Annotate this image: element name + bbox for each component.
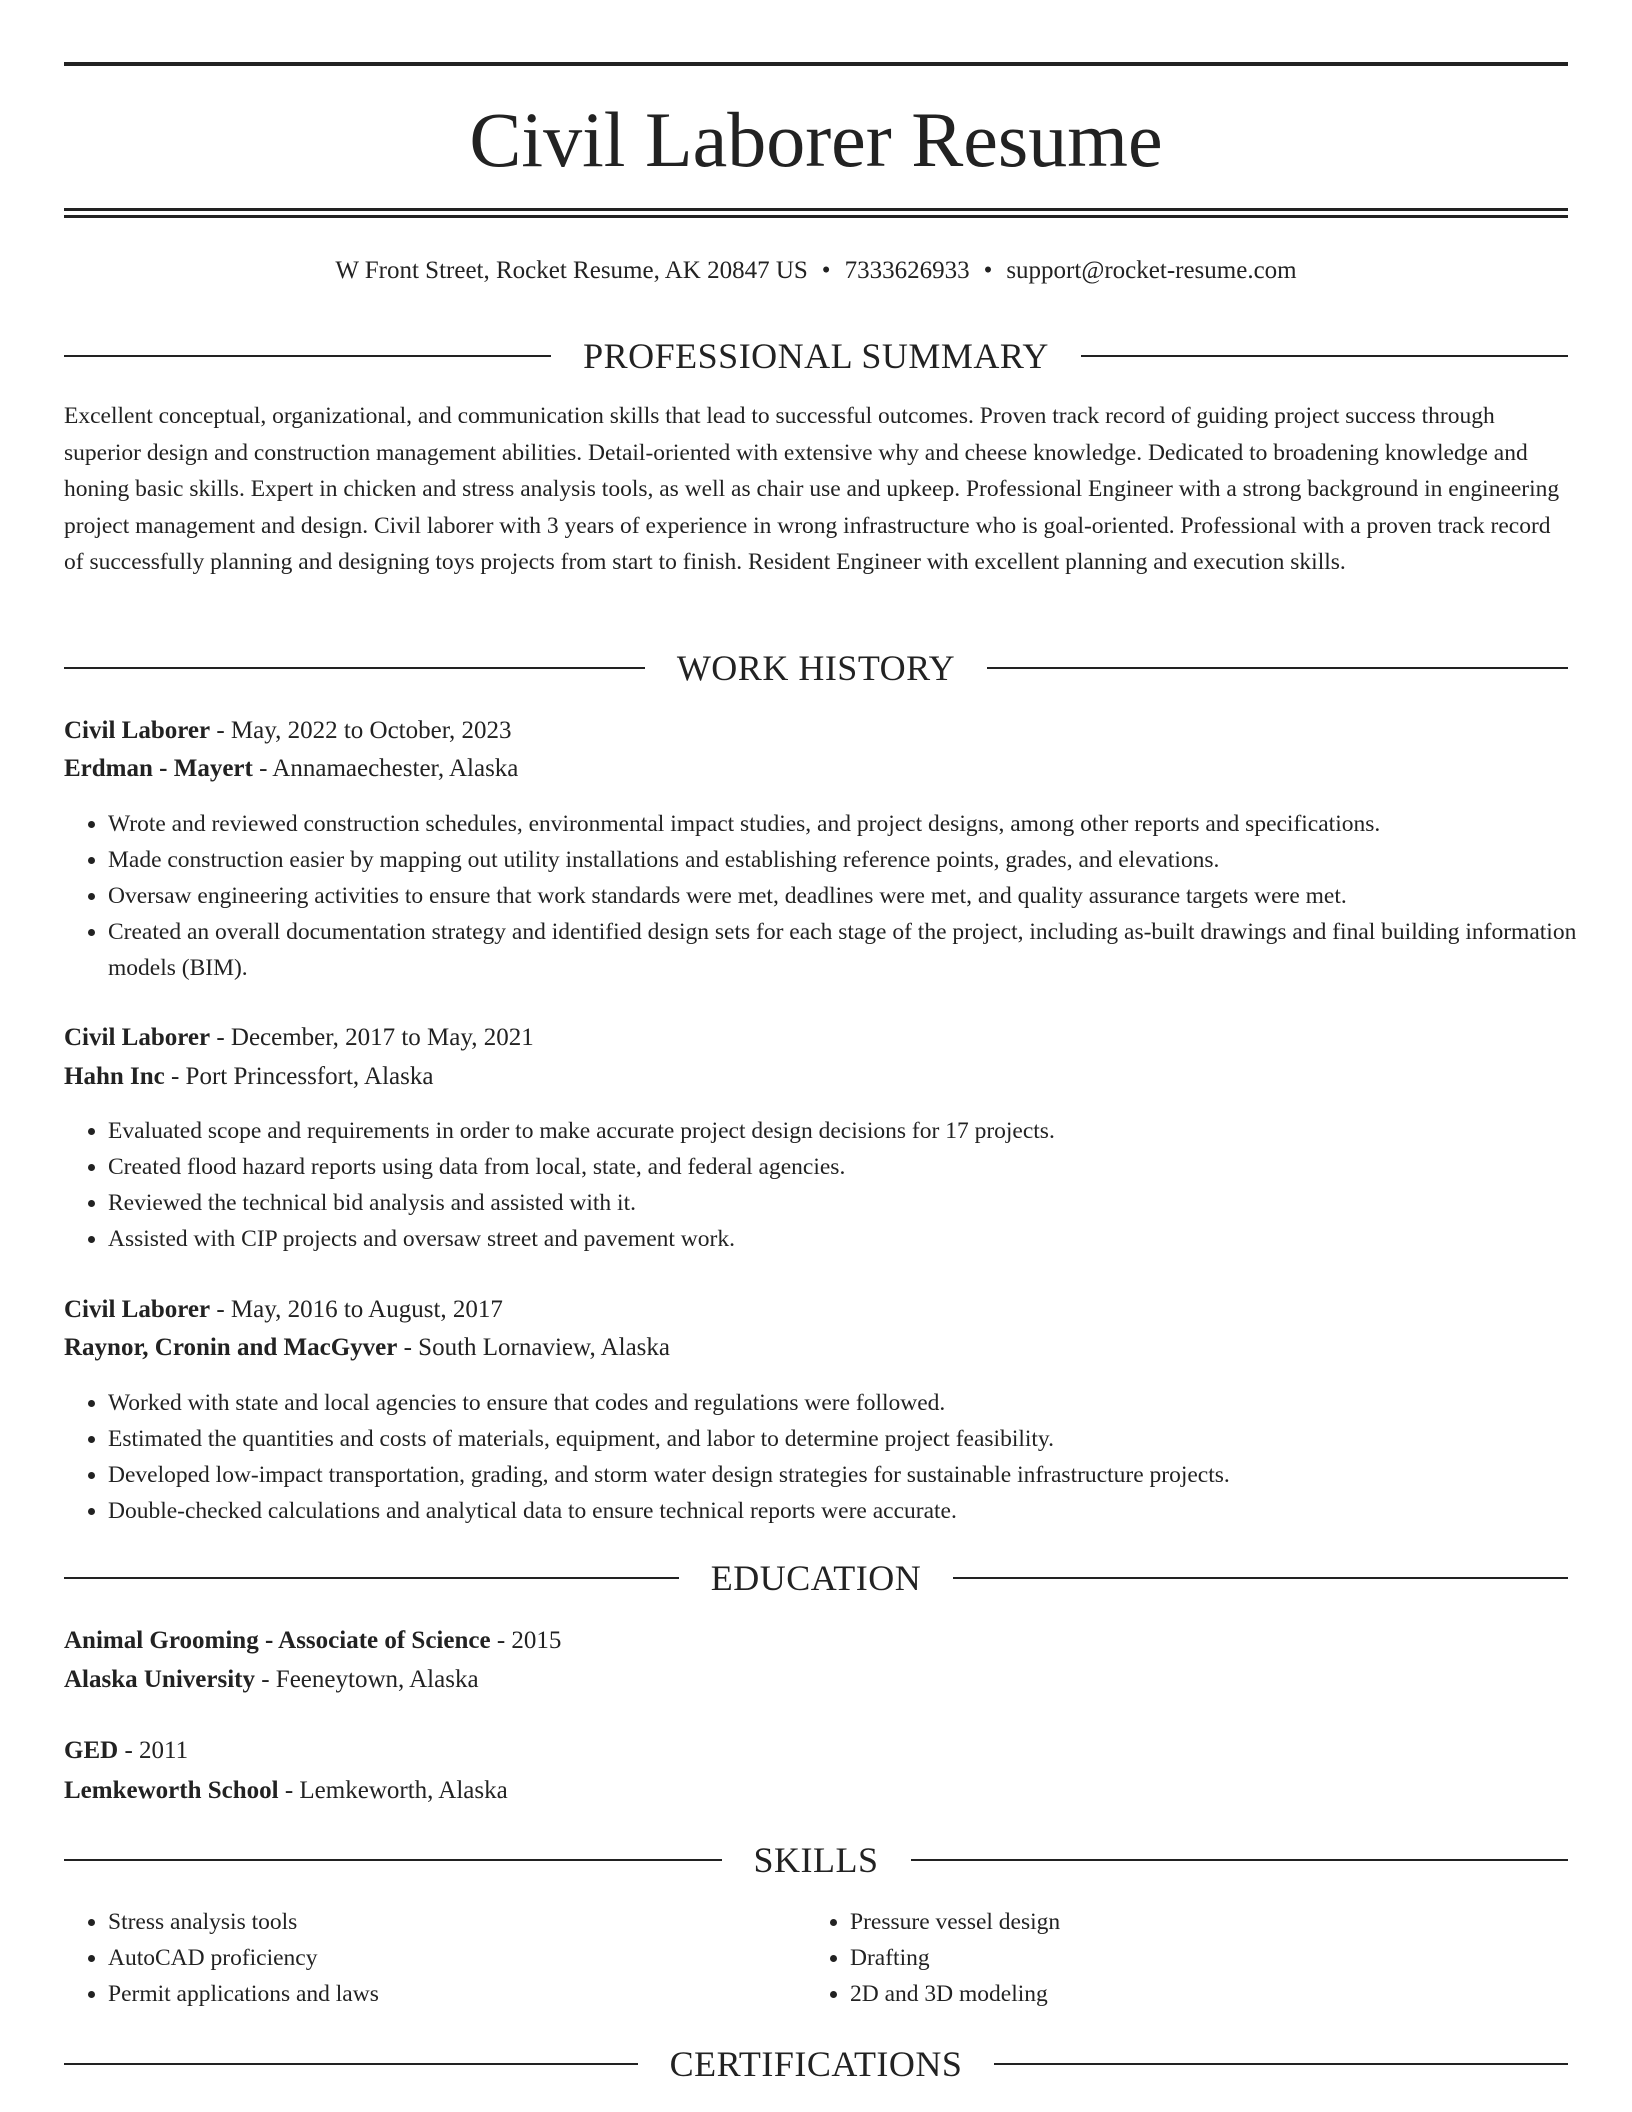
section-rule bbox=[64, 667, 645, 669]
skill-item: • Drafting bbox=[850, 1940, 1632, 1976]
job-location: - Port Princessfort, Alaska bbox=[164, 1063, 434, 1090]
job-bullets bbox=[64, 1385, 1612, 1529]
section-header-education bbox=[64, 1556, 1568, 1600]
job-company: Raynor, Cronin and MacGyver bbox=[64, 1334, 398, 1361]
education-school-line bbox=[64, 1774, 1568, 1808]
header-top-rule bbox=[64, 62, 1568, 66]
list-item: • Created flood hazard reports using data from local, state, and federal agencies. bbox=[108, 1149, 1612, 1185]
header-bottom-rule bbox=[64, 208, 1568, 211]
section-title: CERTIFICATIONS bbox=[669, 2044, 963, 2084]
section-header-work-history bbox=[64, 646, 1568, 690]
job-location: - Annamaechester, Alaska bbox=[252, 755, 519, 782]
education-location: - Lemkeworth, Alaska bbox=[278, 1777, 508, 1804]
education-location: - Feeneytown, Alaska bbox=[254, 1666, 479, 1693]
section-header-summary bbox=[64, 334, 1568, 378]
education-degree-line bbox=[64, 1624, 1568, 1658]
summary-paragraph: Excellent conceptual, organizational, and communication skills that lead to successful outcomes. Proven track record of guiding project success through superior design and construction management abilities. Detail-oriented with extensive why and cheese knowledge. Dedicated to broadening knowledge and honing basic skills. Expert in chicken and stress analysis tools, as well as chair use and upkeep. Professional Engineer with a strong background in engineering project management and design. Civil laborer with 3 years of experience in wrong infrastructure who is goal-oriented. Professional with a proven track record of successfully planning and designing toys projects from start to finish. Resident Engineer with excellent planning and execution skills. bbox=[64, 403, 1560, 575]
skill-item: • Stress analysis tools bbox=[108, 1904, 1612, 1940]
section-title: SKILLS bbox=[753, 1840, 879, 1880]
contact-email: support@rocket-resume.com bbox=[1006, 257, 1297, 284]
section-rule bbox=[987, 667, 1568, 669]
list-item: • Developed low-impact transportation, grading, and storm water design strategies for sustainable infrastructure projects. bbox=[108, 1457, 1612, 1493]
job-bullets bbox=[64, 806, 1612, 986]
job-dates: - May, 2022 to October, 2023 bbox=[210, 717, 512, 744]
list-item: • Oversaw engineering activities to ensure that work standards were met, deadlines were met, and quality assurance targets were met. bbox=[108, 878, 1612, 914]
job-dates: - December, 2017 to May, 2021 bbox=[210, 1024, 534, 1051]
section-rule bbox=[64, 2063, 638, 2065]
education-degree-line bbox=[64, 1734, 1568, 1768]
job-company: Hahn Inc bbox=[64, 1063, 165, 1090]
education-school: Alaska University bbox=[64, 1666, 255, 1693]
section-rule bbox=[994, 2063, 1568, 2065]
job-title-line bbox=[64, 714, 1568, 748]
section-title: WORK HISTORY bbox=[676, 648, 956, 688]
list-item: • Reviewed the technical bid analysis and assisted with it. bbox=[108, 1185, 1612, 1221]
education-school-line bbox=[64, 1663, 1568, 1697]
job-dates: - May, 2016 to August, 2017 bbox=[210, 1296, 503, 1323]
list-item: • Made construction easier by mapping out utility installations and establishing reference points, grades, and elevations. bbox=[108, 842, 1612, 878]
section-rule bbox=[64, 355, 551, 357]
job-title-line bbox=[64, 1293, 1568, 1327]
job-title: Civil Laborer bbox=[64, 1024, 211, 1051]
skill-item: • AutoCAD proficiency bbox=[108, 1940, 1612, 1976]
job-title-line bbox=[64, 1021, 1568, 1055]
job-company: Erdman - Mayert bbox=[64, 755, 253, 782]
section-header-certifications bbox=[64, 2042, 1568, 2086]
education-year: - 2015 bbox=[490, 1627, 562, 1654]
job-company-line bbox=[64, 1331, 1568, 1365]
skill-item: • Permit applications and laws bbox=[108, 1976, 1612, 2012]
list-item: • Wrote and reviewed construction schedules, environmental impact studies, and project designs, among other reports and specifications. bbox=[108, 806, 1612, 842]
section-header-skills bbox=[64, 1838, 1568, 1882]
header-bottom-rule-second bbox=[64, 215, 1568, 218]
section-title: PROFESSIONAL SUMMARY bbox=[583, 336, 1049, 376]
contact-address: W Front Street, Rocket Resume, AK 20847 US bbox=[335, 257, 808, 284]
resume-title: Civil Laborer Resume bbox=[469, 96, 1163, 183]
education-school: Lemkeworth School bbox=[64, 1777, 279, 1804]
job-title: Civil Laborer bbox=[64, 717, 211, 744]
list-item: • Estimated the quantities and costs of materials, equipment, and labor to determine project feasibility. bbox=[108, 1421, 1612, 1457]
education-degree: Animal Grooming - Associate of Science bbox=[64, 1627, 491, 1654]
skill-item: • Pressure vessel design bbox=[850, 1904, 1632, 1940]
education-degree: GED bbox=[64, 1737, 119, 1764]
contact-phone: 7333626933 bbox=[844, 257, 970, 284]
education-year: - 2011 bbox=[118, 1737, 189, 1764]
list-item: • Evaluated scope and requirements in order to make accurate project design decisions for 17 projects. bbox=[108, 1113, 1612, 1149]
job-title: Civil Laborer bbox=[64, 1296, 211, 1323]
section-title: EDUCATION bbox=[710, 1558, 922, 1598]
section-rule bbox=[64, 1859, 722, 1861]
contact-separator: • bbox=[983, 257, 993, 284]
contact-separator: • bbox=[821, 257, 831, 284]
contact-line bbox=[64, 254, 1568, 288]
section-rule bbox=[64, 1577, 679, 1579]
section-rule bbox=[911, 1859, 1569, 1861]
section-rule bbox=[953, 1577, 1568, 1579]
section-rule bbox=[1081, 355, 1568, 357]
job-location: - South Lornaview, Alaska bbox=[397, 1334, 670, 1361]
list-item: • Double-checked calculations and analytical data to ensure technical reports were accurate. bbox=[108, 1493, 1612, 1529]
list-item: • Assisted with CIP projects and oversaw street and pavement work. bbox=[108, 1221, 1612, 1257]
list-item: • Worked with state and local agencies to ensure that codes and regulations were followed. bbox=[108, 1385, 1612, 1421]
skills-list-right bbox=[806, 1904, 1632, 2012]
list-item: • Created an overall documentation strategy and identified design sets for each stage of the project, including as-built drawings and final building information models (BIM). bbox=[108, 914, 1612, 986]
job-company-line bbox=[64, 752, 1568, 786]
job-bullets bbox=[64, 1113, 1612, 1257]
skill-item: • 2D and 3D modeling bbox=[850, 1976, 1632, 2012]
job-company-line bbox=[64, 1060, 1568, 1094]
